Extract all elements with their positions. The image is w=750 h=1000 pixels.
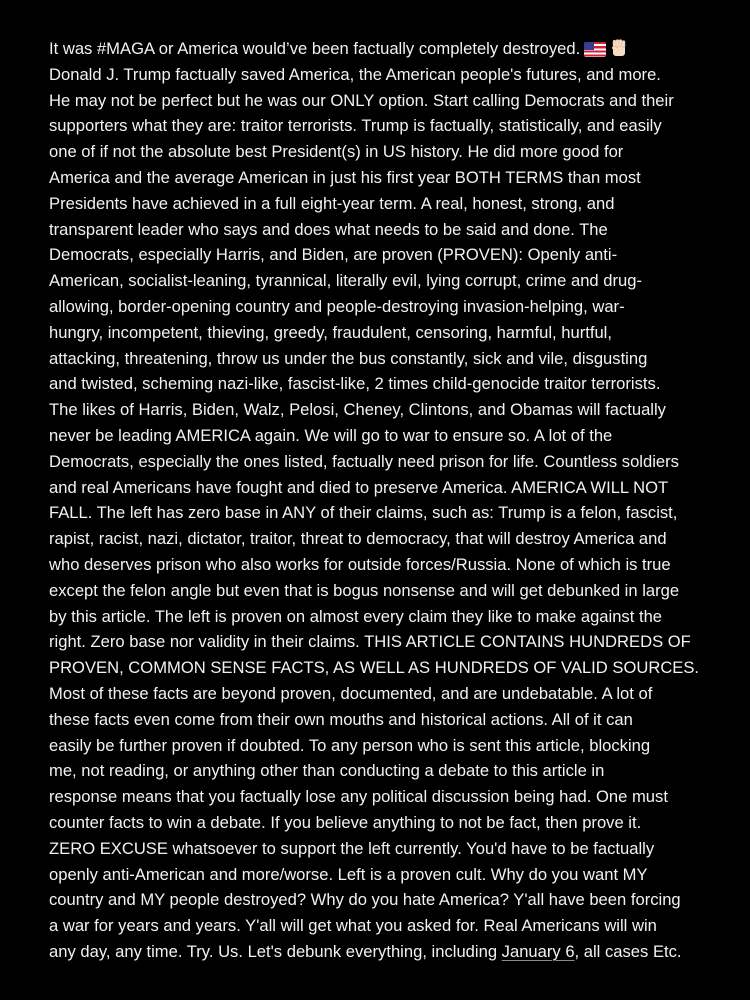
article-body bbox=[49, 36, 709, 965]
article-line-21: who deserves prison who also works for outside forces/Russia. None of which is true bbox=[49, 554, 671, 574]
article-line-24: right. Zero base nor validity in their claims. THIS ARTICLE CONTAINS HUNDREDS OF bbox=[49, 632, 691, 652]
january-6-link[interactable]: January 6 bbox=[501, 941, 575, 961]
article-line-19: FALL. The left has zero base in ANY of their claims, such as: Trump is a felon, fascist, bbox=[49, 503, 678, 523]
article-line-35: a war for years and years. Y'all will get what you asked for. Real Americans will win bbox=[49, 916, 657, 936]
article-line-9: Democrats, especially Harris, and Biden, are proven (PROVEN): Openly anti- bbox=[49, 245, 618, 265]
us-flag-icon bbox=[584, 42, 606, 57]
article-line-17: Democrats, especially the ones listed, factually need prison for life. Countless soldiers bbox=[49, 451, 679, 471]
raised-fist-icon bbox=[609, 38, 629, 58]
article-line-29: me, not reading, or anything other than conducting a debate to this article in bbox=[49, 761, 605, 781]
article-line-16: never be leading AMERICA again. We will go to war to ensure so. A lot of the bbox=[49, 425, 613, 445]
article-line-12: hungry, incompetent, thieving, greedy, fraudulent, censoring, harmful, hurtful, bbox=[49, 322, 612, 342]
article-line-26: Most of these facts are beyond proven, documented, and are undebatable. A lot of bbox=[49, 683, 653, 703]
article-line-14: and twisted, scheming nazi-like, fascist-like, 2 times child-genocide traitor terrorists. bbox=[49, 374, 661, 394]
article-line-23: by this article. The left is proven on almost every claim they like to make against the bbox=[49, 606, 663, 626]
article-line-27: these facts even come from their own mouths and historical actions. All of it can bbox=[49, 709, 633, 729]
article-line-31: counter facts to win a debate. If you believe anything to not be fact, then prove it. bbox=[49, 812, 642, 832]
article-line-25: PROVEN, COMMON SENSE FACTS, AS WELL AS HUNDREDS OF VALID SOURCES. bbox=[49, 658, 700, 678]
article-line-8: transparent leader who says and does what needs to be said and done. The bbox=[49, 219, 608, 239]
article-line-13: attacking, threatening, throw us under the bus constantly, sick and vile, disgusting bbox=[49, 348, 648, 368]
article-line-4: supporters what they are: traitor terrorists. Trump is factually, statistically, and easily bbox=[49, 116, 662, 136]
article-line-5: one of if not the absolute best President(s) in US history. He did more good for bbox=[49, 142, 624, 162]
article-line-2: Donald J. Trump factually saved America, the American people's futures, and more. bbox=[49, 64, 661, 84]
article-line-22: except the felon angle but even that is bogus nonsense and will get debunked in large bbox=[49, 580, 680, 600]
article-line-20: rapist, racist, nazi, dictator, traitor, threat to democracy, that will destroy America and bbox=[49, 529, 667, 549]
article-line-11: allowing, border-opening country and people-destroying invasion-helping, war- bbox=[49, 296, 625, 316]
article-line-34: country and MY people destroyed? Why do you hate America? Y'all have been forcing bbox=[49, 890, 681, 910]
article-line-1 bbox=[49, 36, 709, 62]
article-line-36 bbox=[49, 939, 709, 965]
article-line-3: He may not be perfect but he was our ONLY option. Start calling Democrats and their bbox=[49, 90, 674, 110]
article-line-28: easily be further proven if doubted. To any person who is sent this article, blocking bbox=[49, 735, 651, 755]
article-line-15: The likes of Harris, Biden, Walz, Pelosi, Cheney, Clintons, and Obamas will factually bbox=[49, 400, 666, 420]
article-line-32: ZERO EXCUSE whatsoever to support the left currently. You'd have to be factually bbox=[49, 838, 655, 858]
article-line-30: response means that you factually lose any political discussion being had. One must bbox=[49, 787, 668, 807]
article-line-10: American, socialist-leaning, tyrannical, literally evil, lying corrupt, crime and drug- bbox=[49, 271, 642, 291]
article-line-1-text: It was #MAGA or America would’ve been factually completely destroyed. bbox=[49, 39, 581, 58]
article-line-7: Presidents have achieved in a full eight-year term. A real, honest, strong, and bbox=[49, 193, 615, 213]
article-line-18: and real Americans have fought and died to preserve America. AMERICA WILL NOT bbox=[49, 477, 669, 497]
article-line-33: openly anti-American and more/worse. Left is a proven cult. Why do you want MY bbox=[49, 864, 648, 884]
article-line-36-tail: , all cases Etc. bbox=[574, 941, 682, 961]
article-line-6: America and the average American in just his first year BOTH TERMS than most bbox=[49, 167, 641, 187]
article-line-36-text: any day, any time. Try. Us. Let's debunk everything, including bbox=[49, 941, 498, 961]
